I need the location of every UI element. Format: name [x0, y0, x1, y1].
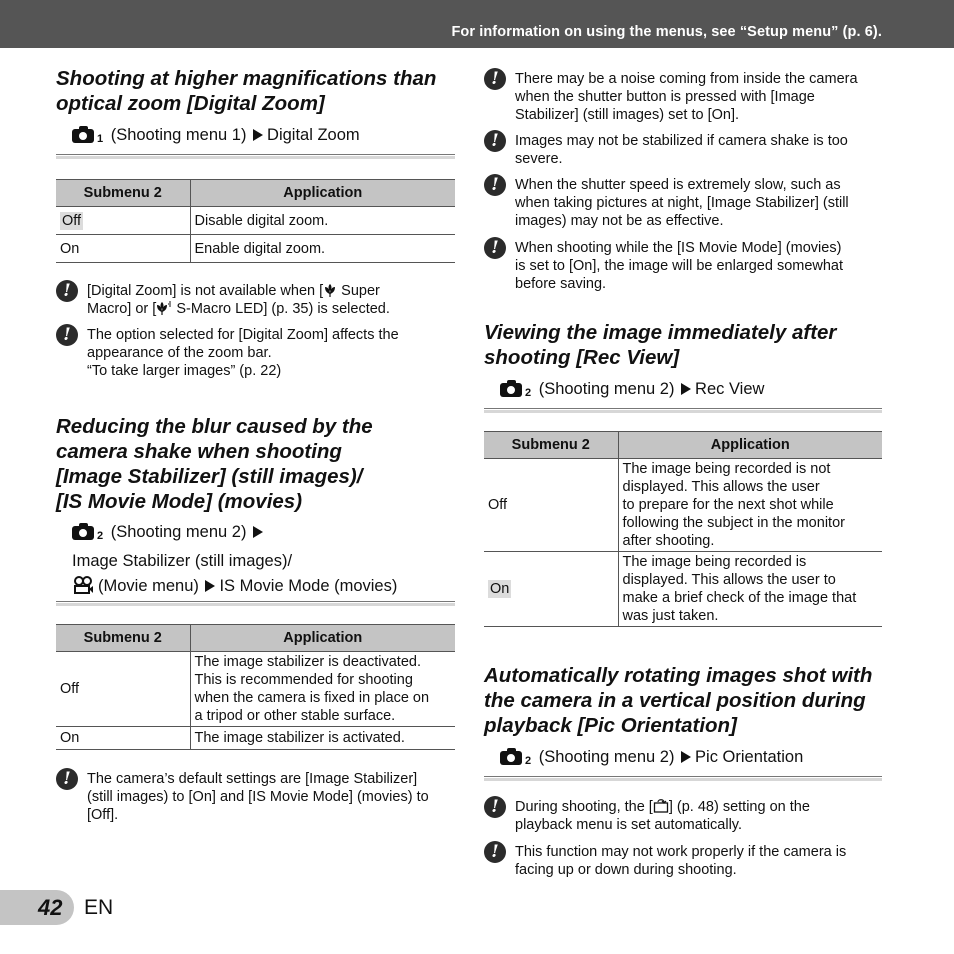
movie-camera-icon: [72, 576, 94, 594]
caution-icon: !: [56, 768, 78, 790]
application-cell: The image stabilizer is activated.: [190, 727, 455, 750]
menu-number: 2: [525, 387, 532, 399]
arrow-right-icon: [253, 526, 263, 538]
table-row: [56, 235, 455, 263]
stabilizer-title: Reducing the blur caused by the camera shake when shooting [Image Stabilizer] (still images)/ [IS Movie Mode] (movies): [56, 415, 373, 513]
table-row: [56, 652, 455, 727]
divider: [56, 154, 455, 155]
note: ! The option selected for [Digital Zoom] affects the appearance of the zoom bar. “To take larger images” (p. 22): [56, 326, 455, 380]
rec-view-menu-path: 2 (Shooting menu 2) Rec View: [484, 377, 882, 408]
table-row: [56, 207, 455, 235]
rotate-icon: [653, 798, 669, 813]
page-number: 42: [38, 895, 63, 920]
divider: [56, 156, 455, 159]
divider: [56, 601, 455, 602]
divider: [484, 410, 882, 413]
divider: [56, 603, 455, 606]
note: ! When shooting while the [IS Movie Mode] (movies) is set to [On], the image will be enlarged somewhat before saving.: [484, 239, 882, 293]
column-header: Application: [618, 432, 882, 459]
shooting-camera-icon: [72, 125, 96, 142]
menu-number: 2: [525, 755, 532, 767]
divider: [484, 408, 882, 409]
menu-number: 1: [97, 133, 104, 145]
table-row: [56, 727, 455, 750]
submenu-value: On: [56, 727, 190, 750]
pic-orientation-title: Automatically rotating images shot with the camera in a vertical position during playback [Pic Orientation]: [484, 664, 873, 737]
application-cell: Enable digital zoom.: [190, 235, 455, 263]
menu-path-target: Digital Zoom: [267, 126, 360, 144]
shooting-camera-icon: [500, 747, 524, 764]
submenu-value: On: [490, 581, 510, 597]
application-cell: The image stabilizer is deactivated. This is recommended for shooting when the camera is fixed in place on a tripod or other stable surface.: [190, 652, 455, 727]
right-column: [484, 70, 882, 879]
application-cell: The image being recorded is displayed. This allows the user to make a brief check of the image that was just taken.: [618, 552, 882, 627]
caution-icon: !: [56, 324, 78, 346]
note: ! Images may not be stabilized if camera shake is too severe.: [484, 132, 882, 168]
note: ! [Digital Zoom] is not available when [ Super Macro] or [ S-Macro LED] (p. 35) is selected.: [56, 282, 455, 318]
digital-zoom-title: [56, 66, 455, 116]
pic-orientation-menu-path: 2 (Shooting menu 2) Pic Orientation: [484, 745, 882, 776]
rec-view-table: [484, 431, 882, 627]
submenu-value: Off: [56, 652, 190, 727]
table-header-row: [56, 625, 455, 652]
note: ! There may be a noise coming from inside the camera when the shutter button is pressed with [Image Stabilizer] (still images) set to [On].: [484, 70, 882, 124]
arrow-right-icon: [681, 751, 691, 763]
digital-zoom-title-line1: Shooting at higher magnifications than: [56, 67, 437, 90]
digital-zoom-title-line2: optical zoom [Digital Zoom]: [56, 92, 325, 115]
divider: [484, 778, 882, 781]
divider: [484, 776, 882, 777]
note: ! This function may not work properly if the camera is facing up or down during shooting.: [484, 843, 882, 879]
stabilizer-table: [56, 624, 455, 750]
digital-zoom-table: [56, 179, 455, 263]
submenu-value: Off: [62, 212, 82, 229]
stabilizer-menu-path: 2 (Shooting menu 2) Image Stabilizer (still images)/ (Movie menu) IS Movie Mode (movies): [72, 523, 398, 595]
table-row: [484, 459, 882, 552]
caution-icon: !: [484, 174, 506, 196]
table-header-row: [484, 432, 882, 459]
note: ! When the shutter speed is extremely slow, such as when taking pictures at night, [Image Stabilizer] (still images) may not be as effective.: [484, 176, 882, 230]
menu-path-text: (Shooting menu 1): [106, 126, 252, 144]
shooting-camera-icon: [72, 522, 96, 539]
arrow-right-icon: [253, 129, 263, 141]
caution-icon: !: [484, 68, 506, 90]
digital-zoom-menu-path: [56, 123, 455, 154]
super-macro-icon: [323, 283, 337, 297]
menu-number: 2: [97, 530, 104, 542]
header-info-text: For information on using the menus, see “Setup menu” (p. 6).: [451, 24, 882, 40]
rec-view-title: Viewing the image immediately after shooting [Rec View]: [484, 321, 837, 369]
submenu-value: On: [56, 235, 190, 263]
caution-icon: !: [56, 280, 78, 302]
arrow-right-icon: [205, 580, 215, 592]
top-banner: [0, 0, 954, 48]
table-row: [484, 552, 882, 627]
note: ! During shooting, the [ ] (p. 48) setting on the playback menu is set automatically.: [484, 798, 882, 834]
caution-icon: !: [484, 841, 506, 863]
table-header-row: [56, 180, 455, 207]
caution-icon: !: [484, 796, 506, 818]
s-macro-led-icon: [156, 301, 172, 315]
column-header: Submenu 2: [56, 180, 190, 207]
note: ! The camera’s default settings are [Image Stabilizer] (still images) to [On] and [IS Movie Mode] (movies) to [Off].: [56, 770, 455, 824]
shooting-camera-icon: [500, 379, 524, 396]
left-column: [56, 66, 455, 824]
submenu-value: Off: [484, 459, 618, 552]
caution-icon: !: [484, 237, 506, 259]
column-header: Submenu 2: [484, 432, 618, 459]
page-number-tab: [0, 890, 74, 925]
column-header: Application: [190, 625, 455, 652]
application-cell: Disable digital zoom.: [190, 207, 455, 235]
column-header: Application: [190, 180, 455, 207]
caution-icon: !: [484, 130, 506, 152]
language-label: EN: [84, 896, 114, 919]
column-header: Submenu 2: [56, 625, 190, 652]
arrow-right-icon: [681, 383, 691, 395]
application-cell: The image being recorded is not displayed. This allows the user to prepare for the next shot while following the subject in the monitor after shooting.: [618, 459, 882, 552]
